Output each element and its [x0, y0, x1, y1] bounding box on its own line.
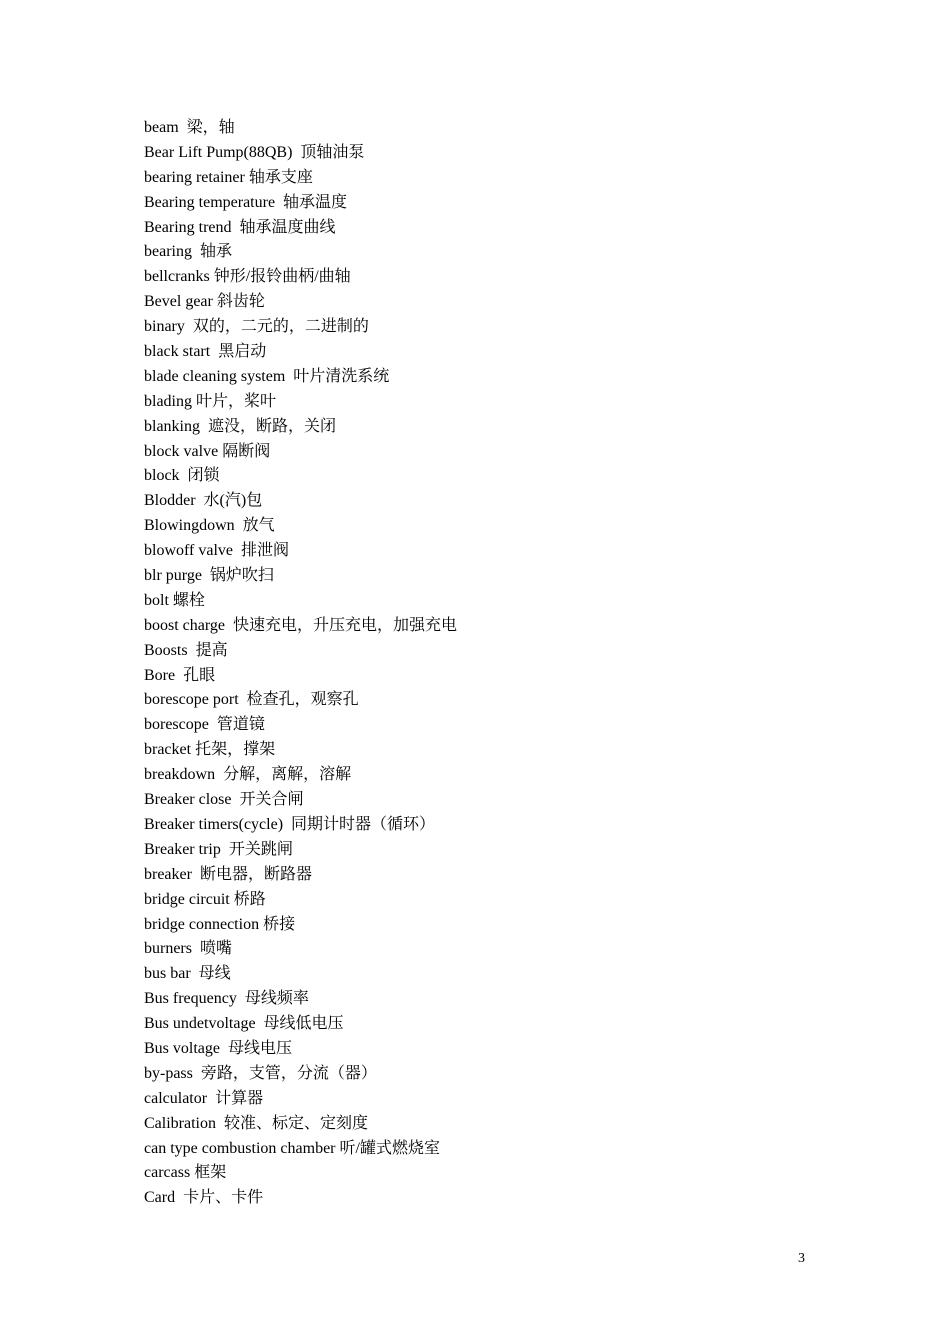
glossary-entry: Blodder 水(汽)包 [144, 492, 263, 510]
glossary-entry: blanking 遮没，断路，关闭 [144, 417, 336, 435]
glossary-entry: bellcranks 钟形/报铃曲柄/曲轴 [144, 268, 351, 286]
glossary-entry: Blowingdown 放气 [144, 517, 275, 535]
glossary-entry: burners 喷嘴 [144, 940, 232, 958]
glossary-entry: borescope port 检查孔，观察孔 [144, 691, 359, 709]
glossary-entry: beam 梁，轴 [144, 119, 235, 136]
glossary-entry: Bear Lift Pump(88QB) 顶轴油泵 [144, 143, 365, 161]
glossary-entry: Breaker timers(cycle) 同期计时器（循环） [144, 815, 436, 833]
glossary-entry: block valve 隔断阀 [144, 442, 271, 460]
glossary-entry: Bearing trend 轴承温度曲线 [144, 218, 336, 236]
glossary-entry: carcass 框架 [144, 1164, 227, 1182]
page-number: 3 [798, 1251, 805, 1266]
glossary-entry: black start 黑启动 [144, 343, 267, 361]
glossary-entry: Bus voltage 母线电压 [144, 1039, 292, 1057]
glossary-entry: Breaker trip 开关跳闸 [144, 840, 293, 858]
glossary-entry: breaker 断电器，断路器 [144, 865, 312, 883]
glossary-entry: bus bar 母线 [144, 965, 231, 983]
glossary-entry: Boosts 提高 [144, 641, 228, 659]
glossary-entry: blading 叶片，桨叶 [144, 392, 276, 410]
glossary-entry: blade cleaning system 叶片清洗系统 [144, 367, 390, 385]
glossary-entry: Calibration 较准、标定、定刻度 [144, 1114, 368, 1132]
glossary-entry: by-pass 旁路，支管，分流（器） [144, 1064, 377, 1082]
glossary-entry-list [144, 116, 457, 1211]
glossary-entry: Bore 孔眼 [144, 666, 216, 684]
glossary-entry: Card 卡片、卡件 [144, 1189, 264, 1207]
glossary-entry: bolt 螺栓 [144, 591, 205, 609]
glossary-entry: can type combustion chamber 听/罐式燃烧室 [144, 1139, 440, 1157]
glossary-entry: breakdown 分解，离解，溶解 [144, 766, 352, 784]
glossary-entry: bracket 托架，撑架 [144, 741, 276, 759]
glossary-entry: bridge circuit 桥路 [144, 890, 266, 908]
glossary-entry: bearing retainer 轴承支座 [144, 168, 313, 186]
glossary-entry: Bus undetvoltage 母线低电压 [144, 1015, 344, 1033]
glossary-entry: blr purge 锅炉吹扫 [144, 567, 274, 585]
glossary-entry: borescope 管道镜 [144, 716, 265, 734]
glossary-entry: blowoff valve 排泄阀 [144, 542, 290, 560]
glossary-entry: Bearing temperature 轴承温度 [144, 193, 348, 211]
glossary-entry: Bus frequency 母线频率 [144, 990, 309, 1008]
glossary-entry: boost charge 快速充电，升压充电，加强充电 [144, 616, 458, 634]
glossary-entry: Bevel gear 斜齿轮 [144, 293, 265, 311]
glossary-entry: calculator 计算器 [144, 1089, 264, 1107]
glossary-entry: binary 双的，二元的，二进制的 [144, 318, 369, 336]
glossary-entry: bearing 轴承 [144, 243, 232, 261]
glossary-entry: bridge connection 桥接 [144, 915, 296, 933]
glossary-entry: Breaker close 开关合闸 [144, 791, 304, 809]
glossary-entry: block 闭锁 [144, 467, 220, 485]
